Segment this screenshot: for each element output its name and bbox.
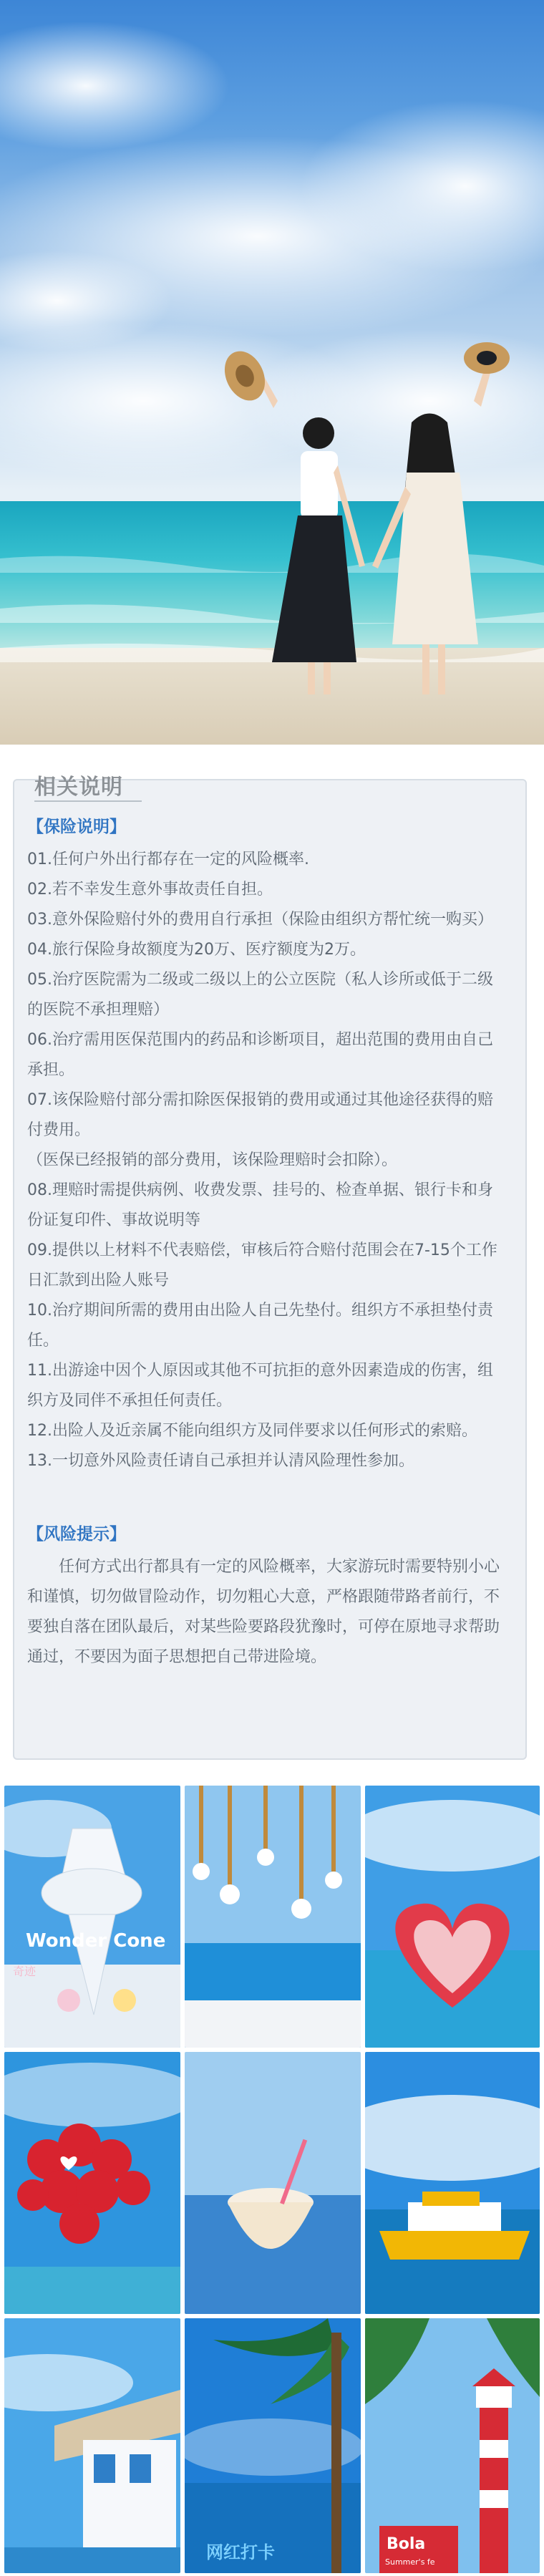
insurance-item: 03.意外保险赔付外的费用自行承担（保险由组织方帮忙统一购买）	[27, 911, 493, 929]
gallery-photo-coconut	[185, 2052, 361, 2314]
beach-scene	[0, 0, 544, 745]
gallery-photo-ferry	[365, 2052, 540, 2314]
notes-body	[27, 808, 508, 1672]
svg-text:Summer's fe: Summer's fe	[385, 2557, 435, 2567]
insurance-item: 07.该保险赔付部分需扣除医保报销的费用或通过其他途径获得的赔付费用。	[27, 1091, 493, 1139]
risk-text: 任何方式出行都具有一定的风险概率，大家游玩时需要特别小心和谨慎，切勿做冒险动作，切勿粗心大意，严格跟随带路者前行，不要独自落在团队最后，对某些险要路段犹豫时，可停在原地寻求帮助通过，不要因为面子思想把自己带进险境。	[27, 1558, 500, 1666]
insurance-item: 11.出游途中因个人原因或其他不可抗拒的意外因素造成的伤害，组织方及同伴不承担任何责任。	[27, 1362, 493, 1410]
gallery-photo-palm-sea	[185, 2318, 361, 2573]
title-underline	[34, 800, 142, 802]
insurance-item: 10.治疗期间所需的费用由出险人自己先垫付。组织方不承担垫付责任。	[27, 1302, 493, 1350]
insurance-item: 13.一切意外风险责任请自己承担并认清风险理性参加。	[27, 1452, 414, 1470]
gallery-photo-lighthouse	[365, 2318, 540, 2573]
bola-sign: Bola	[387, 2535, 426, 2553]
wonder-cone-sign: Wonder Cone	[26, 1930, 166, 1952]
gallery-photo-ice-cream	[4, 1786, 180, 2048]
hero-photo	[0, 0, 544, 745]
insurance-item: 02.若不幸发生意外事故责任自担。	[27, 881, 273, 899]
gallery-photo-red-balloons	[4, 2052, 180, 2314]
insurance-item: 01.任何户外出行都存在一定的风险概率.	[27, 851, 309, 868]
risk-heading: 【风险提示】	[27, 1525, 126, 1544]
insurance-item: 04.旅行保险身故额度为20万、医疗额度为2万。	[27, 941, 366, 959]
notes-section	[0, 745, 544, 1776]
insurance-item: （医保已经报销的部分费用，该保险理赔时会扣除）。	[27, 1151, 398, 1169]
insurance-item: 08.理赔时需提供病例、收费发票、挂号的、检查单据、银行卡和身份证复印件、事故说明等	[27, 1181, 493, 1229]
photo-gallery	[0, 1780, 544, 2576]
sign-text: 网红打卡	[206, 2542, 275, 2562]
insurance-item: 09.提供以上材料不代表赔偿，审核后符合赔付范围会在7-15个工作日汇款到出险人账号	[27, 1241, 497, 1289]
insurance-item: 05.治疗医院需为二级或二级以上的公立医院（私人诊所或低于二级的医院不承担理赔）	[27, 971, 493, 1019]
insurance-heading: 【保险说明】	[27, 818, 126, 836]
section-title: 相关说明	[34, 775, 123, 800]
insurance-item: 12.出险人及近亲属不能向组织方及同伴要求以任何形式的索赔。	[27, 1422, 477, 1440]
gallery-photo-beach-hut	[4, 2318, 180, 2573]
gallery-photo-heart-installation	[365, 1786, 540, 2048]
insurance-item: 06.治疗需用医保范围内的药品和诊断项目，超出范围的费用由自己承担。	[27, 1031, 493, 1079]
svg-text:奇迹: 奇迹	[13, 1965, 37, 1978]
gallery-photo-bulbs	[185, 1786, 361, 2048]
